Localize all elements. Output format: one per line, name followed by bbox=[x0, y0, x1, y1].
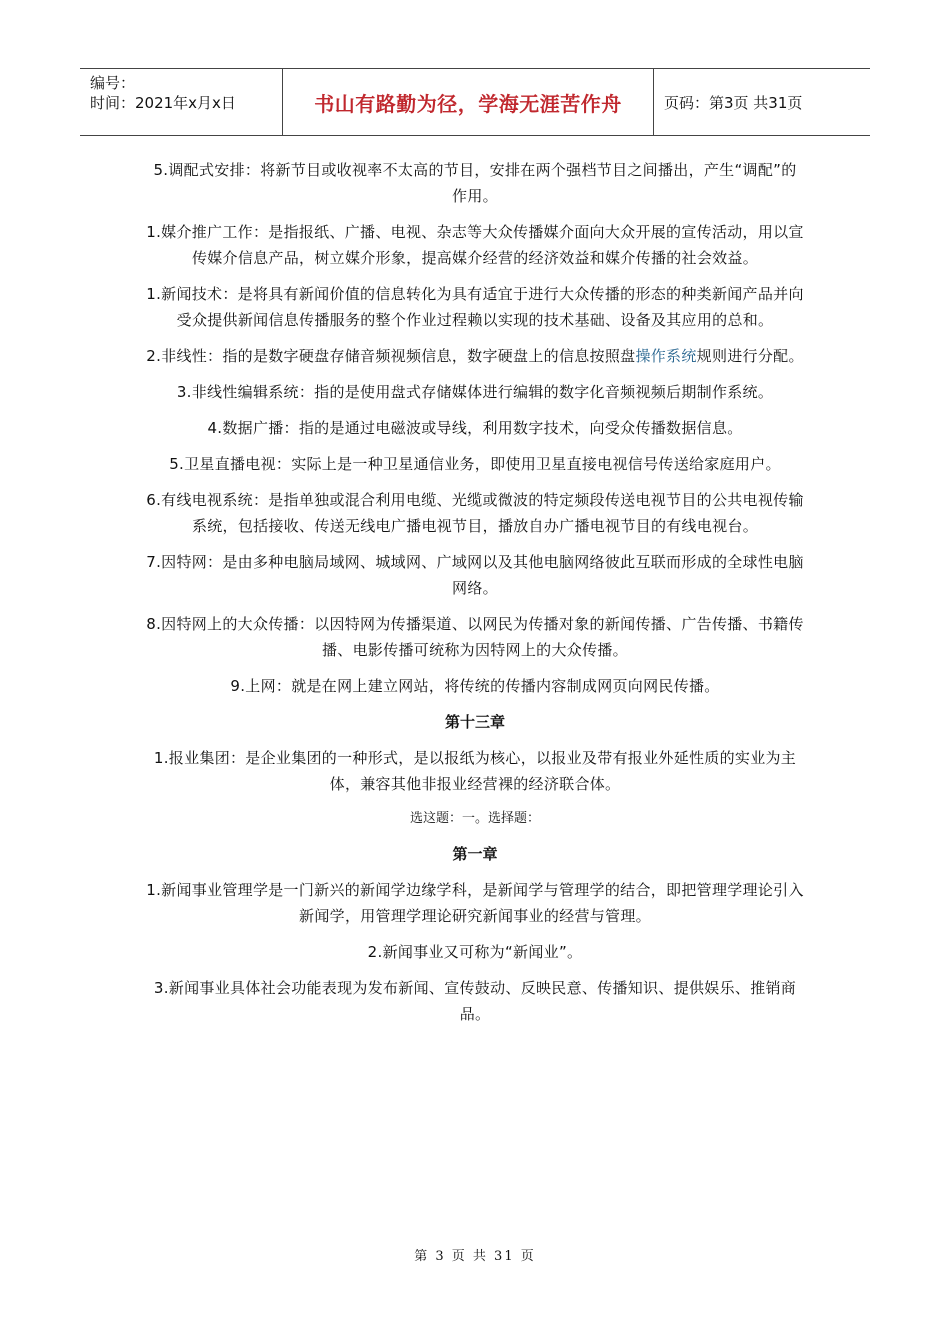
paragraph-media-promotion: 1.媒介推广工作：是指报纸、广播、电视、杂志等大众传播媒介面向大众开展的宣传活动，用以宣传媒介信息产品，树立媒介形象，提高媒介经营的经济效益和媒介传播的社会效益。 bbox=[146, 223, 804, 267]
paragraph-nonlinear-editing: 3.非线性编辑系统：指的是使用盘式存储媒体进行编辑的数字化音频视频后期制作系统。 bbox=[176, 383, 774, 401]
section-note: 选这题：一。选择题： bbox=[409, 811, 540, 826]
document-date-label: 时间：2021年x月x日 bbox=[90, 94, 236, 112]
paragraph-scheduling: 5.调配式安排：将新节目或收视率不太高的节目，安排在两个强档节目之间播出，产生“调配”的作用。 bbox=[153, 161, 797, 205]
header-motto: 书山有路勤为径，学海无涯苦作舟 bbox=[282, 69, 654, 135]
paragraph-going-online: 9.上网：就是在网上建立网站，将传统的传播内容制成网页向网民传播。 bbox=[230, 677, 720, 695]
paragraph-social-functions: 3.新闻事业具体社会功能表现为发布新闻、宣传鼓动、反映民意、传播知识、提供娱乐、推销商品。 bbox=[153, 979, 797, 1023]
document-body bbox=[146, 157, 804, 1037]
paragraph-news-industry: 2.新闻事业又可称为“新闻业”。 bbox=[367, 943, 583, 961]
paragraph-news-technology: 1.新闻技术：是将具有新闻价值的信息转化为具有适宜于进行大众传播的形态的种类新闻产品并向受众提供新闻信息传播服务的整个作业过程赖以实现的技术基础、设备及其应用的总和。 bbox=[146, 285, 804, 329]
paragraph-data-broadcast: 4.数据广播：指的是通过电磁波或导线，利用数字技术，向受众传播数据信息。 bbox=[207, 419, 743, 437]
chapter-heading-13: 第十三章 bbox=[444, 713, 505, 731]
paragraph-nonlinear bbox=[146, 343, 804, 369]
paragraph-internet: 7.因特网：是由多种电脑局域网、城域网、广域网以及其他电脑网络彼此互联而形成的全球性电脑网络。 bbox=[146, 553, 804, 597]
chapter-heading-1: 第一章 bbox=[452, 845, 498, 863]
paragraph-internet-mass-communication: 8.因特网上的大众传播：以因特网为传播渠道、以网民为传播对象的新闻传播、广告传播、书籍传播、电影传播可统称为因特网上的大众传播。 bbox=[146, 615, 804, 659]
paragraph-management-science: 1.新闻事业管理学是一门新兴的新闻学边缘学科，是新闻学与管理学的结合，即把管理学理论引入新闻学，用管理学理论研究新闻事业的经营与管理。 bbox=[146, 881, 804, 925]
paragraph-newspaper-group: 1.报业集团：是企业集团的一种形式，是以报纸为核心，以报业及带有报业外延性质的实业为主体，兼容其他非报业经营裸的经济联合体。 bbox=[153, 749, 797, 793]
paragraph-nonlinear-text-end: 规则进行分配。 bbox=[696, 347, 804, 365]
header-page-number: 页码：第3页 共31页 bbox=[664, 93, 803, 112]
page-header bbox=[80, 68, 870, 136]
operating-system-link[interactable]: 操作系统 bbox=[635, 347, 697, 365]
paragraph-cable-tv: 6.有线电视系统：是指单独或混合利用电缆、光缆或微波的特定频段传送电视节目的公共电视传输系统，包括接收、传送无线电广播电视节目，播放自办广播电视节目的有线电视台。 bbox=[146, 491, 804, 535]
paragraph-satellite-tv: 5.卫星直播电视：实际上是一种卫星通信业务，即使用卫星直接电视信号传送给家庭用户。 bbox=[169, 455, 781, 473]
paragraph-nonlinear-text: 2.非线性：指的是数字硬盘存储音频视频信息，数字硬盘上的信息按照盘 bbox=[146, 347, 636, 365]
document-number-label: 编号： bbox=[90, 74, 136, 92]
page-footer: 第 3 页 共 31 页 bbox=[414, 1249, 536, 1264]
header-left-cell bbox=[80, 69, 282, 135]
